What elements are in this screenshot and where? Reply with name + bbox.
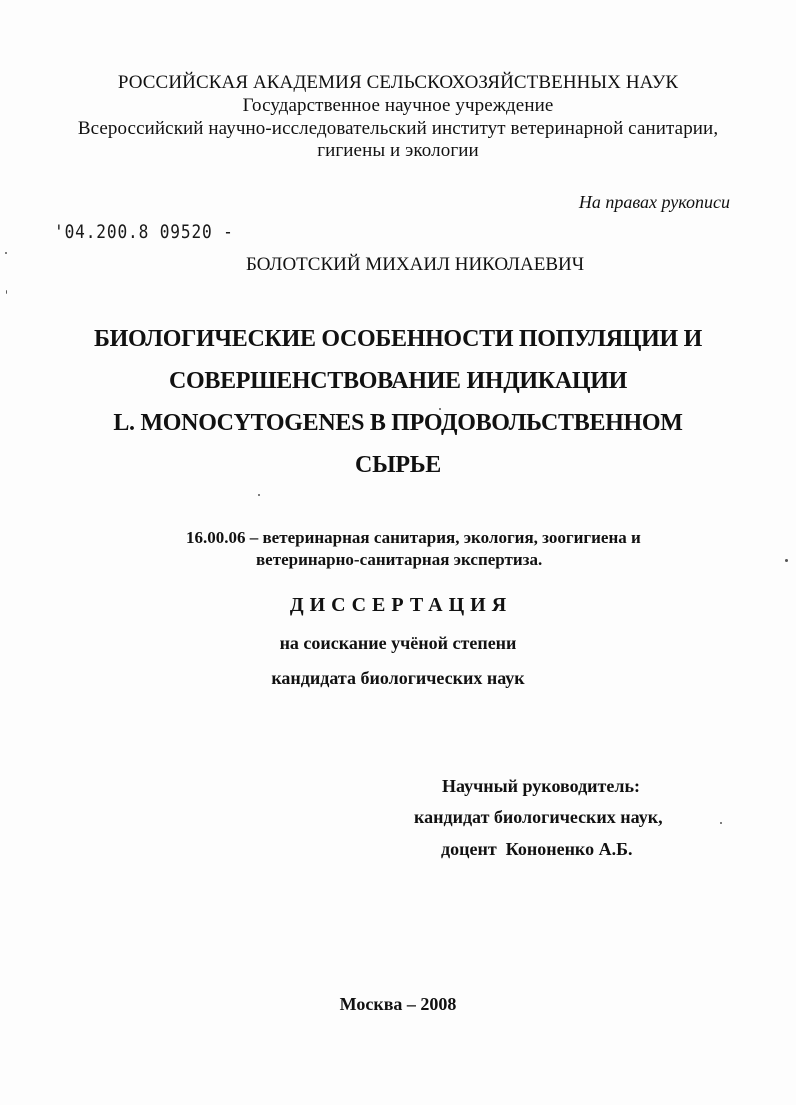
rights-note: На правах рукописи [578, 192, 730, 212]
supervisor-name: доцент Кононенко А.Б. [441, 839, 633, 859]
specialty-line1: 16.00.06 – ветеринарная санитария, экология, зоогигиена и [186, 528, 641, 547]
catalog-stamp: '04.200.8 09520 - [54, 221, 234, 243]
institution-type: Государственное научное учреждение [242, 95, 554, 116]
specialty-line2: ветеринарно-санитарная экспертиза. [256, 550, 543, 569]
scan-speck [785, 559, 788, 562]
supervisor-degree: кандидат биологических наук, [414, 807, 663, 827]
title-line2: СОВЕРШЕНСТВОВАНИЕ ИНДИКАЦИИ [168, 368, 628, 394]
author-name: БОЛОТСКИЙ МИХАИЛ НИКОЛАЕВИЧ [246, 254, 585, 275]
scan-speck [720, 822, 722, 824]
scan-speck [6, 290, 7, 294]
dissertation-heading: ДИССЕРТАЦИЯ [289, 594, 513, 616]
academy-name: РОССИЙСКАЯ АКАДЕМИЯ СЕЛЬСКОХОЗЯЙСТВЕННЫХ НАУК [117, 72, 679, 93]
degree-line1: на соискание учёной степени [279, 633, 517, 653]
title-line4: СЫРЬЕ [355, 452, 441, 478]
institute-name-line2: гигиены и экологии [317, 140, 479, 161]
title-line1: БИОЛОГИЧЕСКИЕ ОСОБЕННОСТИ ПОПУЛЯЦИИ И [94, 326, 702, 352]
scan-speck [5, 252, 7, 254]
scan-speck [439, 408, 441, 410]
supervisor-label: Научный руководитель: [442, 776, 640, 796]
title-line3: L. MONOCYTOGENES В ПРОДОВОЛЬСТВЕННОМ [113, 410, 683, 436]
scan-speck [258, 494, 260, 496]
place-year: Москва – 2008 [339, 994, 457, 1014]
institute-name-line1: Всероссийский научно-исследовательский институт ветеринарной санитарии, [77, 118, 719, 139]
degree-line2: кандидата биологических наук [271, 668, 525, 688]
